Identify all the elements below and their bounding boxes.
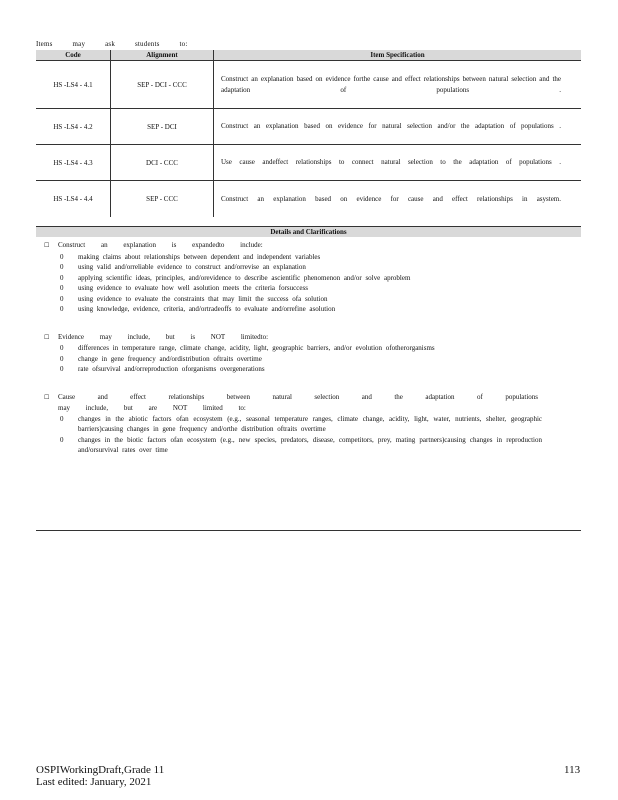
list-item: 0 changes in the biotic factors ofan ecosystem (e.g., new species, predators, disease, competitors, prey, mating partners)causing changes in reproduction and/orsurvival rates over time — [60, 435, 542, 454]
spec-cell: Construct an explanation based on evidence forthe cause and effect relationships between natural selection and the adaptation of populations . — [214, 61, 582, 109]
checkbox-icon: ☐ — [44, 243, 50, 249]
header-alignment: Alignment — [111, 50, 214, 61]
alignment-cell: DCI - CCC — [111, 145, 214, 181]
list-item: 0 using evidence to evaluate the constraints that may limit the success ofa solution — [60, 294, 328, 303]
bullet-icon: 0 — [60, 252, 64, 261]
bullet-icon: 0 — [60, 414, 64, 423]
list-item: 0 using evidence to evaluate how well asolution meets the criteria forsuccess — [60, 284, 308, 292]
table-row — [36, 181, 581, 218]
details-and-clarifications — [36, 226, 581, 456]
bullet-icon: 0 — [60, 263, 64, 271]
bullet-icon: 0 — [60, 344, 64, 352]
list-item: 0 change in gene frequency and/ordistribution oftraits overtime — [60, 354, 262, 363]
list-item: 0 changes in the abiotic factors ofan ecosystem (e.g., seasonal temperature ranges, climate change, acidity, light, water, nutrients, shelter, geographic barriers)causing changes in gene frequency and/orthe distribution oftraits overtime — [60, 414, 542, 433]
intro-text: Items may ask students to: — [36, 40, 188, 48]
header-code: Code — [36, 50, 111, 61]
page-footer — [36, 764, 164, 788]
alignment-cell: SEP - DCI - CCC — [111, 61, 214, 109]
bullet-icon: 0 — [60, 435, 64, 444]
checkbox-icon: ☐ — [44, 394, 50, 401]
alignment-cell: SEP - CCC — [111, 181, 214, 218]
code-cell: HS -LS4 - 4.2 — [36, 109, 111, 145]
section-evidence — [36, 332, 581, 375]
footer-last-edited: Last edited: January, 2021 — [36, 776, 152, 788]
section-heading-continued: may include, but are NOT limited to: — [58, 404, 246, 412]
list-item: 0 using valid and/orreliable evidence to construct and/orrevise an explanation — [60, 263, 306, 271]
page-number: 113 — [564, 764, 581, 776]
table-row — [36, 109, 581, 145]
bullet-icon: 0 — [60, 273, 64, 282]
code-cell: HS -LS4 - 4.3 — [36, 145, 111, 181]
bottom-divider — [36, 530, 581, 531]
section-cause-effect — [36, 392, 581, 456]
bullet-icon: 0 — [60, 354, 64, 363]
section-construct — [36, 240, 581, 315]
section-heading: Evidence may include, but is NOT limitedto: — [58, 332, 269, 341]
bullet-icon: 0 — [60, 305, 64, 313]
checkbox-icon: ☐ — [44, 334, 50, 341]
table-row — [36, 61, 581, 109]
footer-document-title: OSPIWorkingDraft,Grade 11 — [36, 764, 165, 776]
item-specification-table — [36, 50, 581, 217]
list-item: 0 differences in temperature range, climate change, acidity, light, geographic barriers, and/or evolution ofotherorganisms — [60, 344, 435, 352]
list-item: 0 rate ofsurvival and/orreproduction oforganisms overgenerations — [60, 365, 265, 373]
bullet-icon: 0 — [60, 365, 64, 373]
section-heading: Cause and effect relationships between natural selection and the adaptation of populations — [58, 392, 538, 401]
spec-cell: Construct an explanation based on evidence for cause and effect relationships in asystem. — [214, 181, 582, 218]
spec-cell: Construct an explanation based on evidence for natural selection and/or the adaptation of populations . — [214, 109, 582, 145]
bullet-icon: 0 — [60, 294, 64, 303]
code-cell: HS -LS4 - 4.1 — [36, 61, 111, 109]
table-header-row — [36, 50, 581, 61]
bullet-icon: 0 — [60, 284, 64, 292]
code-cell: HS -LS4 - 4.4 — [36, 181, 111, 218]
header-item-specification: Item Specification — [214, 50, 582, 61]
section-heading: Construct an explanation is expandedto include: — [58, 241, 263, 249]
list-item: 0 making claims about relationships between dependent and independent variables — [60, 252, 321, 261]
spec-cell: Use cause andeffect relationships to connect natural selection to the adaptation of populations . — [214, 145, 582, 181]
details-header: Details and Clarifications — [36, 227, 581, 237]
table-row — [36, 145, 581, 181]
list-item: 0 using knowledge, evidence, criteria, and/ortradeoffs to evaluate and/orrefine asolution — [60, 305, 336, 313]
list-item: 0 applying scientific ideas, principles, and/orevidence to describe ascientific phenomenon and/or solve aproblem — [60, 273, 411, 282]
alignment-cell: SEP - DCI — [111, 109, 214, 145]
